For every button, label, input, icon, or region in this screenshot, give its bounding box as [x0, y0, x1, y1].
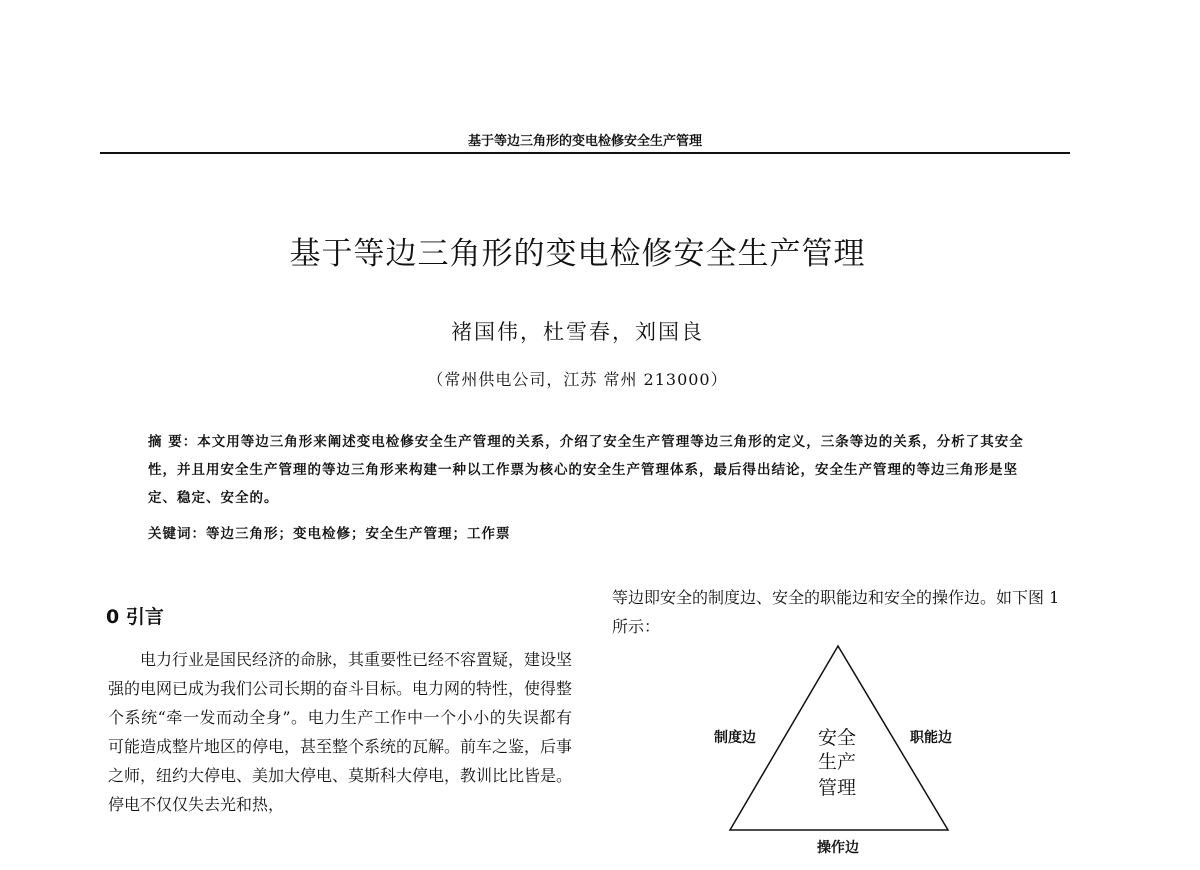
triangle-center-line-1: 安全 [817, 727, 857, 749]
label-function-side: 职能边 [910, 730, 952, 746]
abstract [148, 428, 1028, 512]
figure-intro-paragraph: 等边即安全的制度边、安全的职能边和安全的操作边。如下图 1 所示： [612, 588, 1060, 636]
keywords-text: 等边三角形；变电检修；安全生产管理；工作票 [206, 526, 511, 542]
intro-paragraph: 电力行业是国民经济的命脉，其重要性已经不容置疑，建设坚强的电网已成为我们公司长期的奋斗目标。电力网的特性，使得整个系统“牵一发而动全身”。电力生产工作中一个小小的失误都有可能造成整片地区的停电，甚至整个系统的瓦解。前车之鉴，后事之师，纽约大停电、美加大停电、莫斯科大停电，教训比比皆是。停电不仅仅失去光和热， [108, 650, 573, 814]
running-head: 基于等边三角形的变电检修安全生产管理 [467, 134, 702, 149]
header-rule [100, 152, 1070, 154]
label-institution-side: 制度边 [714, 730, 756, 746]
left-column [108, 645, 572, 819]
triangle-center-line-2: 生产 [817, 751, 857, 773]
keywords-label: 关键词： [148, 526, 206, 542]
right-column [612, 583, 1074, 641]
figure-triangle [700, 640, 980, 865]
keywords [148, 522, 1028, 542]
label-operation-side: 操作边 [817, 840, 859, 856]
paper-title: 基于等边三角形的变电检修安全生产管理 [289, 236, 866, 272]
section-heading-introduction: 0 引言 [106, 606, 164, 628]
affiliation: （常州供电公司，江苏 常州 213000） [427, 370, 728, 389]
triangle-center-line-3: 管理 [817, 777, 857, 799]
abstract-text: 本文用等边三角形来阐述变电检修安全生产管理的关系，介绍了安全生产管理等边三角形的定义，三条等边的关系，分析了其安全性，并且用安全生产管理的等边三角形来构建一种以工作票为核心的安全生产管理体系，最后得出结论，安全生产管理的等边三角形是坚定、稳定、安全的。 [148, 434, 1024, 506]
author-list: 褚国伟，杜雪春，刘国良 [451, 320, 704, 344]
abstract-label: 摘 要： [148, 434, 198, 450]
